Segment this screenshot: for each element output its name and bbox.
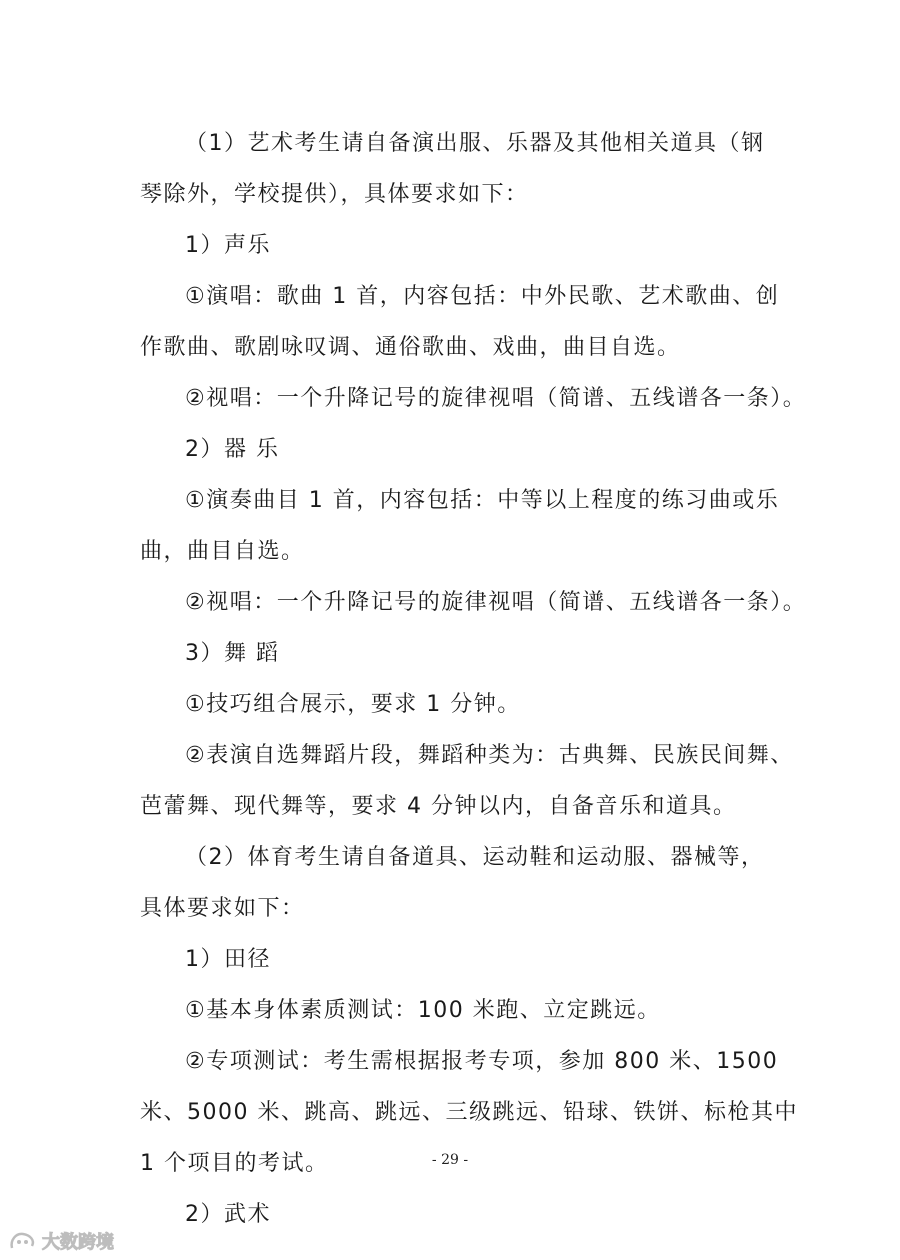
section-heading: 2）武术: [185, 1202, 271, 1227]
section-heading: 1）田径: [185, 947, 271, 972]
paragraph-line: ①技巧组合展示，要求 1 分钟。: [185, 692, 521, 717]
document-body: [140, 118, 807, 1240]
paragraph-line: 米、5000 米、跳高、跳远、三级跳远、铅球、铁饼、标枪其中: [140, 1100, 798, 1125]
paragraph-line: ①演唱：歌曲 1 首，内容包括：中外民歌、艺术歌曲、创: [185, 284, 780, 309]
watermark: [8, 1228, 114, 1254]
paragraph-line: ②表演自选舞蹈片段，舞蹈种类为：古典舞、民族民间舞、: [185, 743, 794, 768]
paragraph-line: ②视唱：一个升降记号的旋律视唱（简谱、五线谱各一条）。: [185, 590, 807, 615]
paragraph-line: ①基本身体素质测试：100 米跑、立定跳远。: [185, 998, 661, 1023]
section-heading: 3）舞 蹈: [185, 641, 280, 666]
section-heading: 2）器 乐: [185, 437, 280, 462]
paragraph-line: 1 个项目的考试。: [140, 1151, 329, 1176]
paragraph-line: （1）艺术考生请自备演出服、乐器及其他相关道具（钢: [185, 131, 765, 156]
paragraph-line: ②视唱：一个升降记号的旋律视唱（简谱、五线谱各一条）。: [185, 386, 807, 411]
paragraph-line: 琴除外，学校提供），具体要求如下：: [140, 182, 529, 207]
section-heading: 1）声乐: [185, 233, 271, 258]
paragraph-line: 芭蕾舞、现代舞等，要求 4 分钟以内，自备音乐和道具。: [140, 794, 737, 819]
logo-icon: [8, 1230, 38, 1252]
watermark-text: 大数跨境: [42, 1232, 114, 1253]
paragraph-line: 具体要求如下：: [140, 896, 305, 921]
paragraph-line: ②专项测试：考生需根据报考专项，参加 800 米、1500: [185, 1049, 779, 1074]
paragraph-line: 作歌曲、歌剧咏叹调、通俗歌曲、戏曲，曲目自选。: [140, 335, 681, 360]
paragraph-line: ①演奏曲目 1 首，内容包括：中等以上程度的练习曲或乐: [185, 488, 780, 513]
paragraph-line: （2）体育考生请自备道具、运动鞋和运动服、器械等，: [185, 845, 765, 870]
page-number: - 29 -: [431, 1152, 469, 1168]
paragraph-line: 曲，曲目自选。: [140, 539, 305, 564]
